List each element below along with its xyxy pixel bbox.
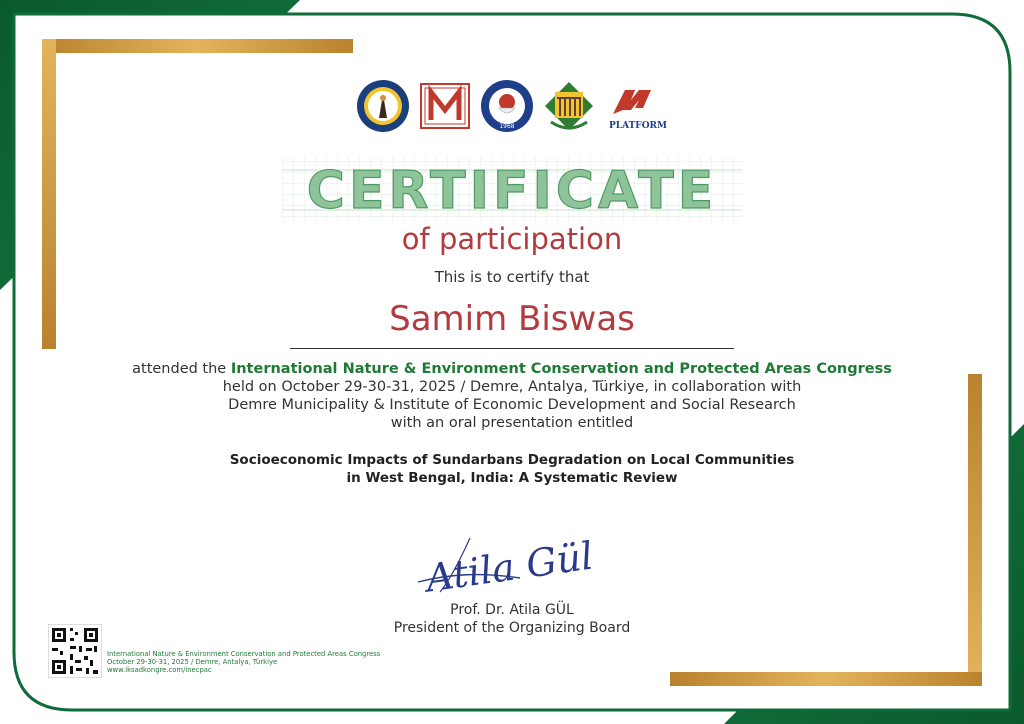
congress-name: International Nature & Environment Conservation and Protected Areas Congress	[230, 361, 892, 377]
recipient-name: Samim Biswas	[389, 299, 635, 339]
certificate-body	[0, 360, 1024, 432]
footer-line-2: October 29-30-31, 2025 / Demre, Antalya, Türkiye	[107, 658, 278, 666]
partner-logos	[355, 78, 675, 134]
footer-info	[107, 650, 437, 674]
body-line-3: Demre Municipality & Institute of Economic Development and Social Research	[228, 397, 796, 413]
certificate-subtitle: of participation	[401, 222, 623, 256]
certificate-title	[282, 150, 742, 228]
university-seal-icon	[355, 78, 411, 134]
certificate-title-text: CERTIFICATE	[306, 161, 718, 221]
building-emblem-icon	[541, 78, 597, 134]
qr-code-icon[interactable]	[48, 624, 102, 678]
signer-role: President of the Organizing Board	[393, 620, 631, 636]
certify-line: This is to certify that	[434, 268, 590, 286]
footer-line-1: International Nature & Environment Conservation and Protected Areas Congress	[107, 650, 381, 658]
platform-logo-text: PLATFORM	[609, 121, 667, 131]
body-line-1	[0, 360, 1024, 378]
footer-url[interactable]: www.iksadkongre.com/inecpac	[107, 666, 212, 674]
presentation-title-line-1: Socioeconomic Impacts of Sundarbans Degradation on Local Communities	[229, 452, 795, 468]
presentation-title	[0, 451, 1024, 487]
signer-name: Prof. Dr. Atila GÜL	[450, 602, 574, 618]
demre-municipality-icon	[479, 78, 535, 134]
name-underline	[290, 348, 734, 349]
platform-logo-icon	[603, 78, 673, 134]
body-line-2: held on October 29-30-31, 2025 / Demre, Antalya, Türkiye, in collaboration with	[222, 379, 802, 395]
signature-text: Atila Gül	[423, 533, 596, 601]
signer-block	[0, 601, 1024, 637]
m-emblem-icon	[417, 78, 473, 134]
body-line-4: with an oral presentation entitled	[390, 415, 634, 431]
body-prefix: attended the	[132, 361, 227, 377]
logo-year-text: 1968	[499, 123, 515, 130]
presentation-title-line-2: in West Bengal, India: A Systematic Review	[346, 470, 678, 486]
signature	[410, 520, 610, 610]
